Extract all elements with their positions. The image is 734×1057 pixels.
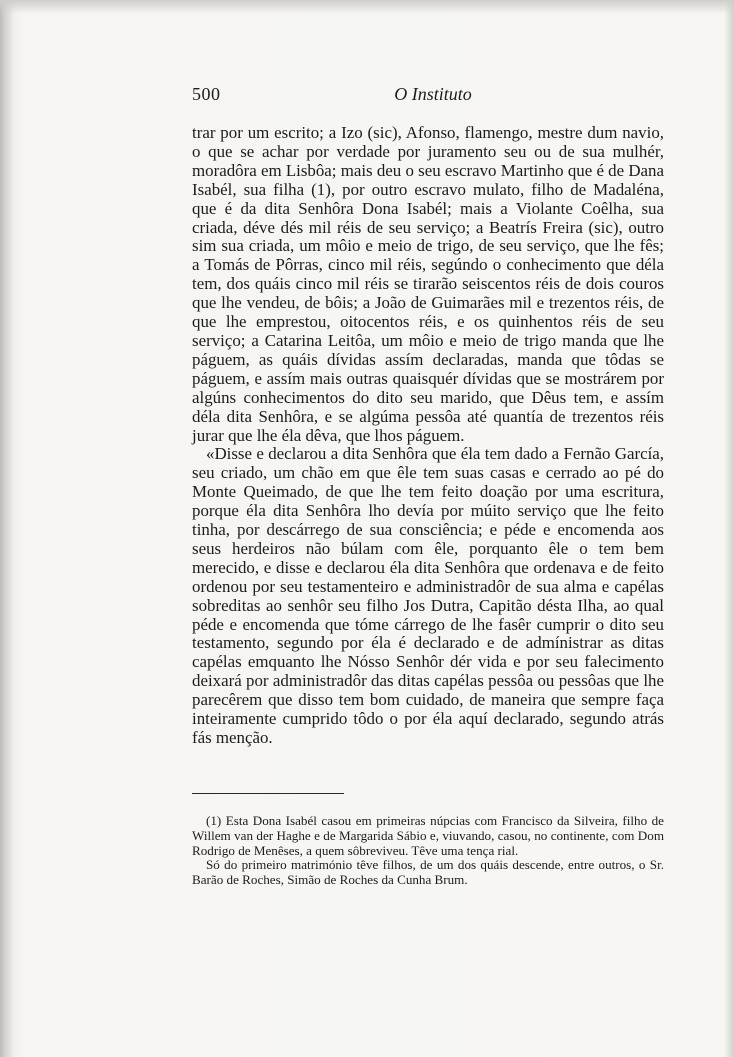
footnotes [192, 814, 664, 888]
page-binding-edge [0, 0, 14, 1057]
page-number: 500 [192, 84, 221, 104]
footnote: (1) Esta Dona Isabél casou em primeiras núpcias com Francisco da Silveira, filho de Willem van der Haghe e de Margarida Sábio e, viuvando, casou, no continente, com Dom Rodrigo de Menêses, a quem sôbreviveu. Têve uma tença rial. [192, 813, 664, 858]
page-top-edge [0, 0, 734, 14]
body-text [192, 124, 664, 748]
footnote: Só do primeiro matrimónio têve filhos, de um dos quáis descende, entre outros, o Sr. Barão de Roches, Simão de Roches da Cunha Brum. [192, 857, 664, 888]
page-right-edge [724, 0, 734, 1057]
body-paragraph: «Disse e declarou a dita Senhôra que éla tem dado a Fernão García, seu criado, um chão em que êle tem suas casas e cerrado ao pé do Monte Queimado, de que lhe tem feito doação por uma escritura, porque éla dita Senhôra lho devía por múito serviço que lhe feito tinha, por descárrego de sua consciência; e péde e encomenda aos seus herdeiros não búlam com êle, porquanto êle o tem bem merecido, e disse e declarou éla dita Senhôra que ordenava e de feito ordenou por seu testamenteiro e administradôr de sua alma e capélas sobreditas ao senhôr seu filho Jos Dutra, Capitão désta Ilha, ao qual péde e encomenda que tóme cárrego de lhe fasêr cumprir o dito seu testamento, segundo por éla é declarado e de admínistrar as ditas capélas emquanto lhe Nósso Senhôr dér vida e por seu falecimento deixará por administradôr das ditas capélas pessôa ou pessôas que lhe parecêrem que disso tem bom cuidado, de maneira que sempre faça inteiramente cumprido tôdo o por éla aquí declarado, segundo atrás fás menção. [192, 444, 664, 747]
running-title: O Instituto [394, 84, 472, 104]
body-paragraph: trar por um escrito; a Izo (sic), Afonso, flamengo, mestre dum navio, o que se achar por verdade por juramento seu ou de sua mulhér, moradôra em Lisbôa; mais deu o seu escravo Martinho que é de Dana Isabél, sua filha (1), por outro escravo mulato, filho de Madaléna, que é da dita Senhôra Dona Isabél; mais a Violante Coêlha, sua criada, déve dés mil réis de seu serviço; a Beatrís Freira (sic), outro sim sua criada, um môio e meio de trigo, de seu serviço, que lhe fês; a Tomás de Pôrras, cinco mil réis, segúndo o conhecimento que déla tem, dos quáis cinco mil réis se tirarão seiscentos réis de dois couros que lhe vendeu, de bôis; a João de Guimarães mil e trezentos réis, de que lhe emprestou, oitocentos réis, e os quinhentos réis de seu serviço; a Catarina Leitôa, um môio e meio de trigo manda que lhe páguem, as quáis dívidas assím declaradas, manda que tôdas se páguem, e assím mais outras quaisquér dívidas que se mostrárem por algúns conhecimentos do dito seu marido, que Dêus tem, e assím déla dita Senhôra, e se algúma pessôa até quantía de trezentos réis jurar que lhe éla dêva, que lhos páguem. [192, 123, 664, 445]
footnote-divider [192, 793, 344, 794]
page-header [192, 84, 664, 110]
